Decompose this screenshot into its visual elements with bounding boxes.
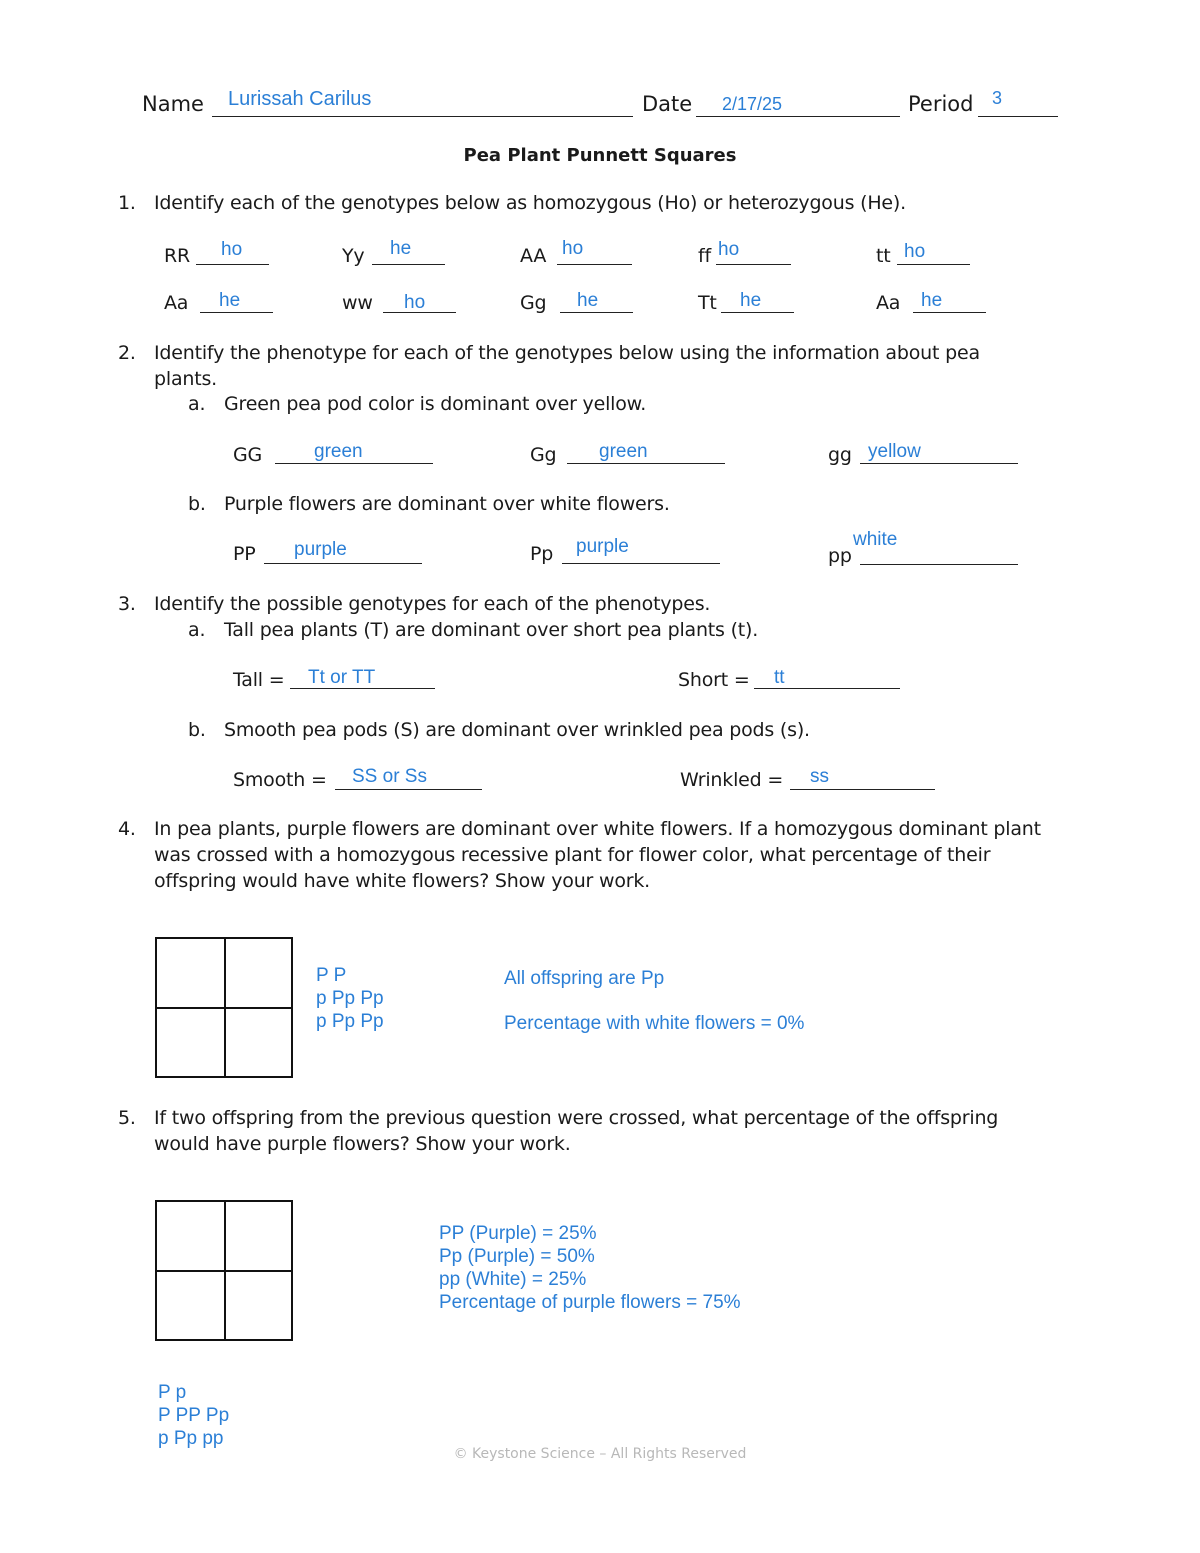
punnett-square-q4	[155, 937, 293, 1078]
q2-label: GG	[233, 444, 263, 466]
name-label: Name	[142, 92, 204, 116]
q2-label: PP	[233, 543, 256, 565]
q3a-text: Tall pea plants (T) are dominant over short pea plants (t).	[224, 619, 759, 641]
result-line: pp (White) = 25%	[439, 1269, 587, 1290]
q5-work	[158, 1381, 229, 1450]
q4-text: offspring would have white flowers? Show your work.	[154, 870, 651, 892]
q4-result: Percentage with white flowers = 0%	[504, 1013, 805, 1034]
q2-label: Pp	[530, 543, 554, 565]
q2-label: pp	[828, 545, 852, 567]
q1-label: Aa	[876, 292, 901, 314]
date-field[interactable]: 2/17/25	[722, 94, 783, 114]
q2a-letter: a.	[188, 393, 206, 415]
q2-answer[interactable]: purple	[294, 539, 347, 560]
q2a-text: Green pea pod color is dominant over yellow.	[224, 393, 647, 415]
q2-answer[interactable]: purple	[576, 536, 629, 557]
q4-number: 4.	[118, 818, 136, 840]
name-line	[212, 116, 633, 117]
q5-results	[439, 1222, 741, 1314]
q1-label: Gg	[520, 292, 547, 314]
answer-line	[721, 312, 794, 313]
q1-answer[interactable]: he	[390, 238, 412, 259]
period-line	[978, 116, 1058, 117]
q3-label: Short =	[678, 669, 750, 691]
answer-line	[200, 312, 273, 313]
work-line: p Pp Pp	[316, 988, 384, 1009]
answer-line	[913, 312, 986, 313]
q1-answer[interactable]: ho	[404, 292, 426, 313]
answer-line	[264, 563, 422, 564]
result-line: Percentage of purple flowers = 75%	[439, 1292, 741, 1313]
answer-line	[860, 564, 1018, 565]
q2-label: Gg	[530, 444, 557, 466]
q5-text: If two offspring from the previous question were crossed, what percentage of the offspring	[154, 1107, 999, 1129]
result-line: PP (Purple) = 25%	[439, 1223, 597, 1244]
answer-line	[196, 264, 269, 265]
q3-label: Smooth =	[233, 769, 327, 791]
q4-text: was crossed with a homozygous recessive plant for flower color, what percentage of their	[154, 844, 991, 866]
work-line: P PP Pp	[158, 1405, 230, 1426]
work-line: P p	[158, 1382, 187, 1403]
q1-prompt: Identify each of the genotypes below as homozygous (Ho) or heterozygous (He).	[154, 192, 906, 214]
q1-answer[interactable]: he	[577, 290, 599, 311]
q3-answer[interactable]: SS or Ss	[352, 766, 427, 787]
q1-answer[interactable]: ho	[718, 239, 740, 260]
q2-prompt: plants.	[154, 368, 218, 390]
q2-label: gg	[828, 444, 852, 466]
work-line: p Pp pp	[158, 1428, 224, 1449]
answer-line	[790, 789, 935, 790]
work-line: p Pp Pp	[316, 1011, 384, 1032]
q2-answer[interactable]: white	[853, 529, 898, 550]
q2b-text: Purple flowers are dominant over white flowers.	[224, 493, 670, 515]
q1-label: AA	[520, 245, 547, 267]
q3-label: Tall =	[233, 669, 285, 691]
q1-label: tt	[876, 245, 891, 267]
q1-answer[interactable]: he	[921, 290, 943, 311]
q3-number: 3.	[118, 593, 136, 615]
answer-line	[372, 264, 445, 265]
q3-answer[interactable]: tt	[774, 667, 785, 688]
q3-answer[interactable]: ss	[810, 766, 829, 787]
answer-line	[562, 563, 720, 564]
period-label: Period	[908, 92, 974, 116]
name-field[interactable]: Lurissah Carilus	[228, 88, 372, 110]
q1-label: Yy	[342, 245, 365, 267]
q3b-text: Smooth pea pods (S) are dominant over wrinkled pea pods (s).	[224, 719, 810, 741]
q1-label: ff	[698, 245, 711, 267]
q4-text: In pea plants, purple flowers are dominant over white flowers. If a homozygous dominant plant	[154, 818, 1041, 840]
q1-answer[interactable]: he	[740, 290, 762, 311]
q2-answer[interactable]: green	[314, 441, 363, 462]
q1-answer[interactable]: ho	[562, 238, 584, 259]
answer-line	[557, 264, 632, 265]
punnett-square-q5	[155, 1200, 293, 1341]
period-field[interactable]: 3	[992, 88, 1003, 108]
q3-label: Wrinkled =	[680, 769, 784, 791]
q1-number: 1.	[118, 192, 136, 214]
q2-answer[interactable]: yellow	[868, 441, 921, 462]
q4-result: All offspring are Pp	[504, 968, 665, 989]
q5-number: 5.	[118, 1107, 136, 1129]
q1-label: Aa	[164, 292, 189, 314]
q2-answer[interactable]: green	[599, 441, 648, 462]
page-title: Pea Plant Punnett Squares	[463, 145, 737, 166]
q2-prompt: Identify the phenotype for each of the genotypes below using the information about pea	[154, 342, 980, 364]
q2-number: 2.	[118, 342, 136, 364]
q5-text: would have purple flowers? Show your work.	[154, 1133, 571, 1155]
date-label: Date	[642, 92, 693, 116]
answer-line	[335, 789, 482, 790]
q1-label: ww	[342, 292, 373, 314]
result-line: Pp (Purple) = 50%	[439, 1246, 595, 1267]
answer-line	[716, 264, 791, 265]
answer-line	[897, 264, 970, 265]
answer-line	[275, 463, 433, 464]
answer-line	[860, 463, 1018, 464]
q1-label: Tt	[698, 292, 717, 314]
q1-answer[interactable]: ho	[904, 241, 926, 262]
answer-line	[560, 312, 633, 313]
q3a-letter: a.	[188, 619, 206, 641]
work-line: P P	[316, 965, 347, 986]
footer-copyright: © Keystone Science – All Rights Reserved	[453, 1446, 747, 1462]
answer-line	[567, 463, 725, 464]
q3-answer[interactable]: Tt or TT	[308, 667, 376, 688]
q3b-letter: b.	[188, 719, 206, 741]
q3-prompt: Identify the possible genotypes for each of the phenotypes.	[154, 593, 711, 615]
q1-label: RR	[164, 245, 191, 267]
q1-answer[interactable]: he	[219, 290, 241, 311]
q1-answer[interactable]: ho	[221, 239, 243, 260]
q4-work	[316, 964, 384, 1033]
q2b-letter: b.	[188, 493, 206, 515]
date-line	[696, 116, 900, 117]
